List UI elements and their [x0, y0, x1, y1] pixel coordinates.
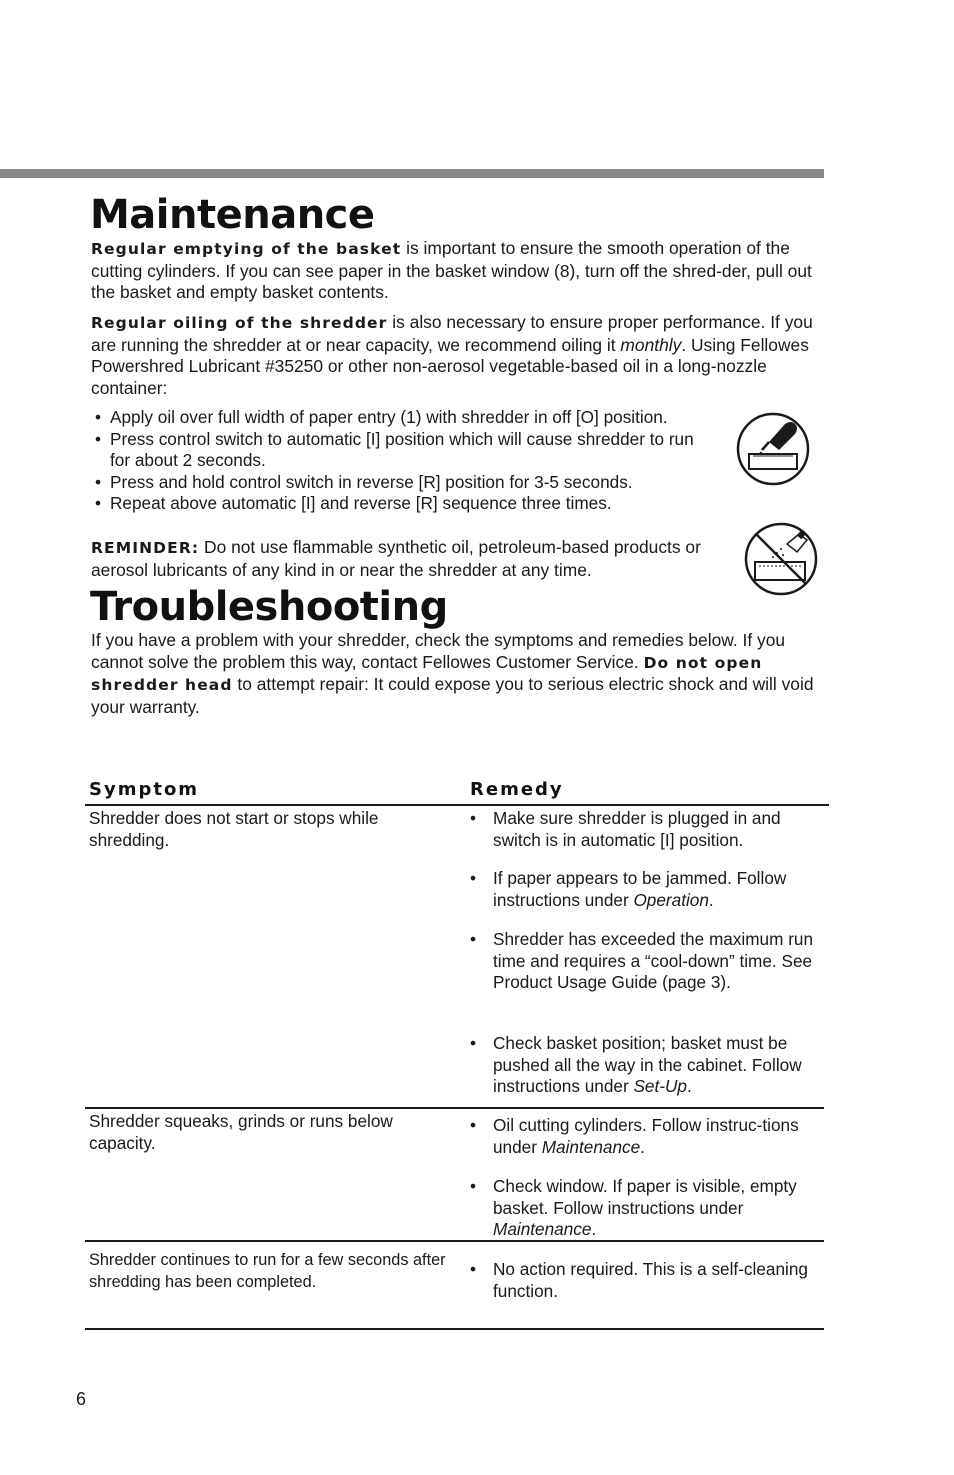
oiling-text-1: is also necessary to ensure proper performance. If you are running the shredder at or near capacity, we recommend oiling it — [91, 312, 813, 355]
remedy-item — [493, 1115, 828, 1158]
remedy-reference: Operation — [633, 889, 709, 910]
troubleshooting-intro — [91, 630, 826, 718]
remedy-item — [493, 1033, 828, 1098]
table-bottom-rule — [85, 1328, 824, 1330]
no-aerosol-icon — [743, 522, 819, 596]
remedy-item — [493, 808, 828, 851]
list-item: • Press and hold control switch in reverse [R] position for 3-5 seconds. — [95, 472, 735, 494]
remedy-end: . — [686, 1076, 692, 1097]
oiling-frequency: monthly — [620, 334, 682, 355]
oiling-text-2: . Using Fellowes Powershred Lubricant #35250 or other non-aerosol vegetable-based oil in a long-nozzle container: — [91, 334, 809, 398]
maintenance-paragraph-oiling — [91, 312, 823, 399]
reminder-paragraph — [91, 537, 741, 581]
symptom-column-header: Symptom — [89, 779, 200, 800]
list-item: • Repeat above automatic [I] and reverse [R] sequence three times. — [95, 493, 735, 515]
basket-text: is important to ensure the smooth operation of the cutting cylinders. If you can see paper in the basket window (8), turn off the shred-der, pull out the basket and empty basket contents. — [91, 238, 812, 303]
troubleshooting-heading: Troubleshooting — [90, 584, 448, 630]
intro-text-2: to attempt repair: It could expose you to serious electric shock and will void your warranty. — [91, 674, 814, 717]
remedy-column-header: Remedy — [470, 779, 564, 800]
bullet-icon: • — [470, 868, 477, 888]
maintenance-paragraph-basket — [91, 238, 823, 304]
remedy-text: Shredder has exceeded the maximum run time and requires a “cool-down” time. See Product Usage Guide (page 3). — [493, 929, 814, 993]
oiling-steps-list — [95, 407, 735, 515]
row-divider — [85, 1107, 824, 1109]
remedy-reference: Maintenance — [493, 1219, 592, 1240]
bullet-icon: • — [470, 808, 477, 828]
basket-lead: Regular emptying of the basket — [91, 240, 402, 258]
bullet-icon: • — [470, 1176, 477, 1196]
row-divider — [85, 1240, 824, 1242]
reminder-lead: REMINDER: — [91, 539, 200, 557]
remedy-text: Check window. If paper is visible, empty basket. Follow instructions under — [493, 1176, 797, 1218]
symptom-cell: Shredder continues to run for a few seconds after shredding has been completed. — [89, 1251, 446, 1291]
list-item: • Press control switch to automatic [I] position which will cause shredder to run for about 2 seconds. — [95, 429, 715, 472]
oil-bottle-icon — [735, 412, 811, 486]
remedy-text: Make sure shredder is plugged in and switch is in automatic [I] position. — [493, 808, 781, 850]
bullet-icon: • — [470, 1033, 477, 1053]
remedy-item — [493, 929, 828, 994]
top-divider-bar — [0, 169, 824, 178]
remedy-reference: Set-Up — [633, 1076, 687, 1097]
remedy-reference: Maintenance — [541, 1136, 641, 1157]
remedy-item — [493, 868, 828, 911]
list-item: • Apply oil over full width of paper entry (1) with shredder in off [O] position. — [95, 407, 750, 429]
remedy-end: . — [640, 1136, 645, 1157]
symptom-cell: Shredder squeaks, grinds or runs below capacity. — [89, 1111, 393, 1153]
remedy-end: . — [708, 889, 714, 910]
remedy-end: . — [591, 1219, 597, 1240]
bullet-icon: • — [470, 1259, 477, 1279]
symptom-cell: Shredder does not start or stops while shredding. — [89, 808, 379, 850]
reminder-text: Do not use flammable synthetic oil, petroleum-based products or aerosol lubricants of any kind in or near the shredder at any time. — [91, 537, 701, 580]
bullet-icon: • — [470, 929, 477, 949]
remedy-text: No action required. This is a self-cleaning function. — [493, 1259, 808, 1301]
remedy-text: Check basket position; basket must be pushed all the way in the cabinet. Follow instructions under — [493, 1033, 802, 1097]
page-number: 6 — [76, 1389, 87, 1409]
remedy-text: If paper appears to be jammed. Follow instructions under — [493, 868, 787, 910]
table-header-rule — [85, 804, 829, 806]
remedy-item — [493, 1176, 828, 1241]
oiling-lead: Regular oiling of the shredder — [91, 314, 388, 332]
intro-warning: Do not open shredder head — [91, 653, 763, 695]
remedy-text: Oil cutting cylinders. Follow instruc-tions under — [493, 1115, 799, 1157]
intro-text-1: If you have a problem with your shredder, check the symptoms and remedies below. If you cannot solve the problem this way, contact Fellowes Customer Service. — [91, 630, 786, 672]
bullet-icon: • — [470, 1115, 477, 1135]
remedy-item — [493, 1259, 828, 1302]
maintenance-heading: Maintenance — [90, 192, 375, 238]
